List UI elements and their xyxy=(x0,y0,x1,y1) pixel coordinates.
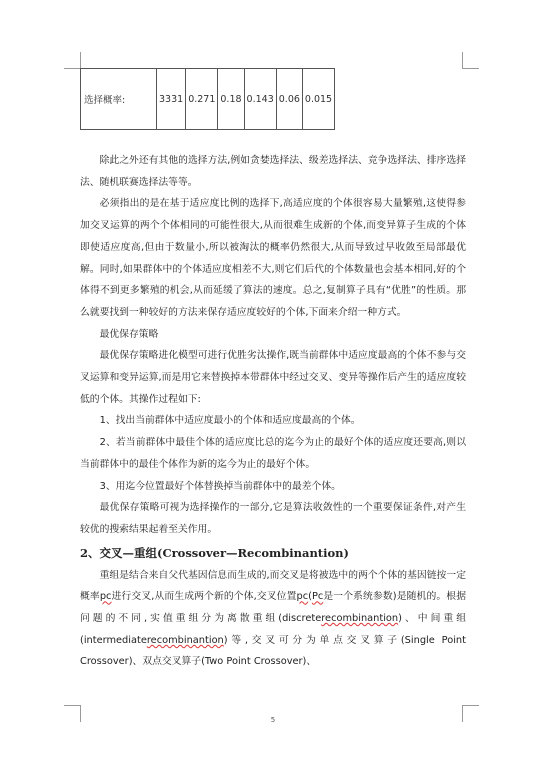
paragraph-other-selection: 除此之外还有其他的选择方法,例如贪婪选择法、级差选择法、竞争选择法、排序选择法、随机联赛选择法等等。 xyxy=(80,155,466,188)
paragraph-crossover xyxy=(80,565,466,674)
section-title-crossover: 2、交叉—重组(Crossover—Recombinantion) xyxy=(80,545,349,560)
selection-probability-table xyxy=(80,68,335,130)
paragraph-selection-drawback: 必须指出的是在基于适应度比例的选择下,高适应度的个体很容易大量繁殖,这使得参加交叉运算的两个个体相同的可能性很大,从而很难生成新的个体,而变异算子生成的个体即使适应度高,但由于数量小,所以被淘汰的概率仍然很大,从而导致过早收敛至局部最优解。同时,如果群体中的个体适应度相差不大,则它们后代的个体数量也会基本相同,好的个体得不到更多繁殖的机会,从而延缓了算法的速度。总之,复制算子具有“优胜”的性质。那么就要找到一种较好的方法来保存适应度较好的个体,下面来介绍一种方式。 xyxy=(80,198,466,318)
list-item-step-2: 2、若当前群体中最佳个体的适应度比总的迄今为止的最好个体的适应度还要高,则以当前群体中的最佳个体作为新的迄今为止的最好个体。 xyxy=(80,437,466,470)
spellcheck-word: pc xyxy=(99,591,112,603)
crop-mark-top-left xyxy=(64,52,81,69)
list-item-step-3: 3、用迄今位置最好个体替换掉当前群体中的最差个体。 xyxy=(99,480,341,492)
text-run: 重组是结合来自父代基因信息而生成的,而交叉是将被选中的两个个体的基因链按一定概率 xyxy=(80,569,466,603)
text-run: )、中间重组(intermediate xyxy=(80,613,467,646)
table-cell: 0.06 xyxy=(276,69,302,130)
table-cell: 3331 xyxy=(157,69,186,130)
page-number: 5 xyxy=(270,716,276,724)
text-run: 进行交叉,从而生成两个新的个体,交叉位置 xyxy=(111,591,297,603)
text-run: )等,交叉可分为单点交叉算子(Single Point Crossover)、双点交叉算子(Two Point Crossover)、 xyxy=(80,634,466,668)
table-cell: 0.18 xyxy=(218,69,244,130)
paragraph-elitist-summary: 最优保存策略可视为选择操作的一部分,它是算法收敛性的一个重要保证条件,对产生较优的搜索结果起着至关作用。 xyxy=(80,502,466,535)
table-label-cell: 选择概率: xyxy=(81,69,157,130)
document-body xyxy=(80,150,466,673)
subheading-elitist-strategy: 最优保存策略 xyxy=(99,328,159,340)
table-cell: 0.143 xyxy=(244,69,276,130)
table-cell: 0.271 xyxy=(186,69,218,130)
text-run: ( xyxy=(308,591,312,603)
table-cell: 0.015 xyxy=(302,69,334,130)
paragraph-elitist-intro: 最优保存策略进化模型可进行优胜劣汰操作,既当前群体中适应度最高的个体不参与交叉运算和变异运算,而是用它来替换掉本带群体中经过交叉、变异等操作后产生的适应度较低的个体。其操作过程如下: xyxy=(80,350,466,405)
spellcheck-word: pc xyxy=(296,591,309,603)
spellcheck-word: Pc xyxy=(311,591,324,603)
crop-mark-top-right xyxy=(462,52,479,69)
spellcheck-word: recombinantion xyxy=(321,613,399,625)
text-run: 是一个系统参数)是随机的。根据问题的不同,实值重组分为离散重组(discrete xyxy=(80,591,467,625)
table-row xyxy=(81,69,335,130)
list-item-step-1: 1、找出当前群体中适应度最小的个体和适应度最高的个体。 xyxy=(99,415,361,427)
spellcheck-word: recombinantion xyxy=(146,634,224,646)
